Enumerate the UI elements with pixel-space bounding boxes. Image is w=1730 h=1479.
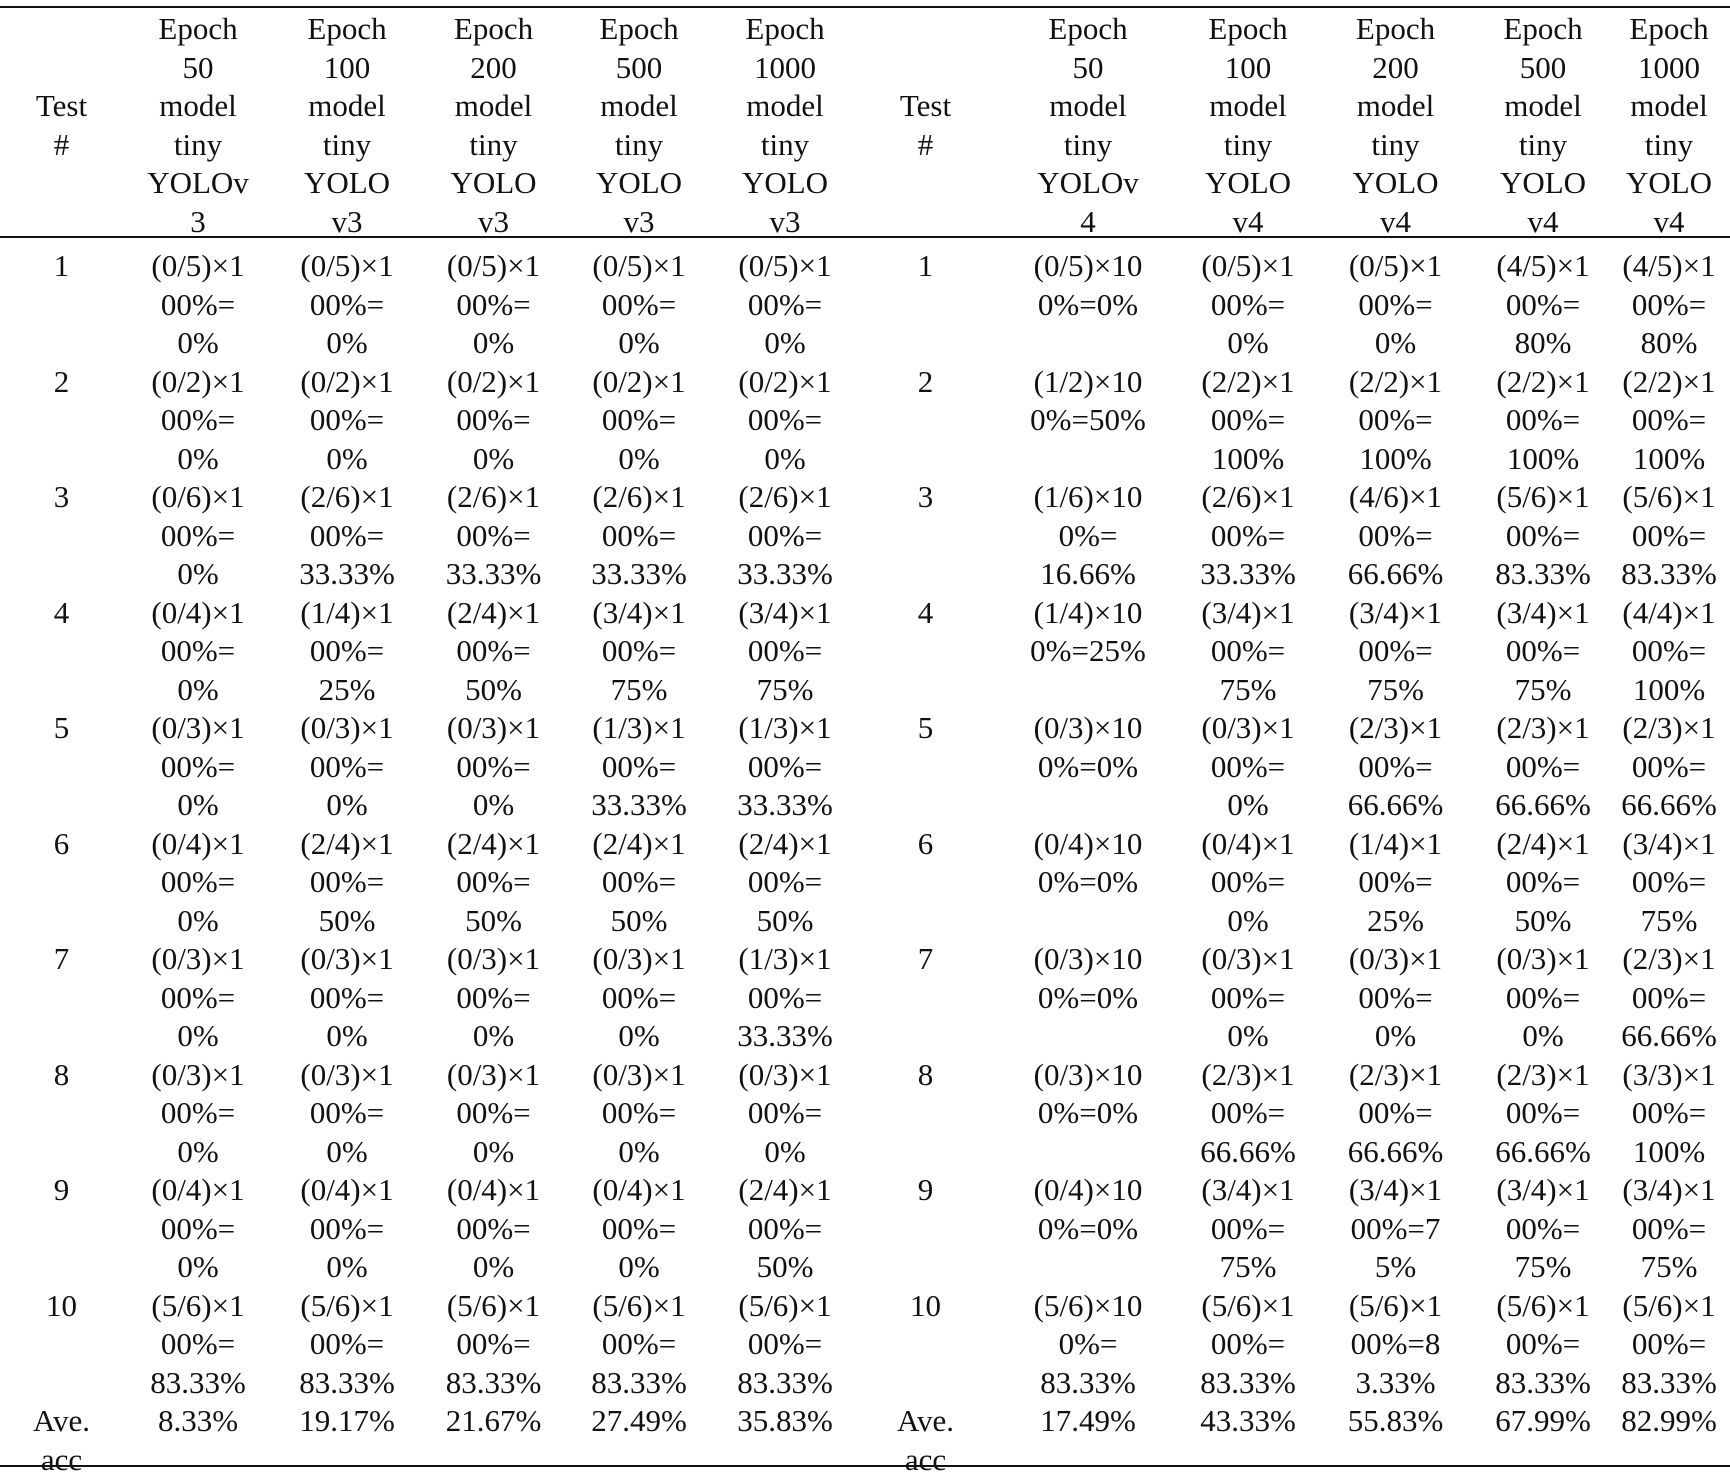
table-cell	[712, 1056, 858, 1172]
col-header-v3-epoch50: Epoch 50 model tiny YOLOv 3	[147, 11, 249, 239]
cell-text: (2/6)×1 00%= 33.33%	[737, 479, 833, 591]
cell-text: (0/3)×1 00%= 0%	[592, 1056, 686, 1169]
cell-text: (5/6)×1 00%= 83.33%	[150, 1287, 246, 1400]
table-cell	[1183, 1171, 1313, 1287]
table-cell	[993, 241, 1183, 363]
cell-text: (0/2)×1 00%= 0%	[592, 363, 686, 476]
table-body	[0, 241, 1730, 1479]
table-cell	[273, 478, 421, 594]
table-cell	[273, 594, 421, 710]
table-cell	[1183, 241, 1313, 363]
table-cell	[1478, 1056, 1608, 1172]
cell-text: (0/5)×10 0%=0%	[1033, 248, 1143, 322]
table-cell	[993, 825, 1183, 941]
table-cell	[0, 709, 123, 825]
cell-text: (2/4)×1 00%= 50%	[738, 1172, 832, 1284]
col-header-test-right: Test #	[899, 88, 952, 162]
cell-text: 3	[53, 479, 70, 514]
table-cell	[993, 363, 1183, 479]
cell-text: 4	[917, 594, 934, 630]
table-cell	[1183, 478, 1313, 594]
table-cell	[858, 1056, 993, 1172]
table-cell	[0, 1287, 123, 1403]
cell-text: (0/4)×1 00%= 0%	[300, 1172, 394, 1284]
table-cell	[858, 241, 993, 363]
table-cell	[273, 1171, 421, 1287]
table-cell	[1478, 709, 1608, 825]
table-cell	[993, 1171, 1183, 1287]
cell-text: (4/5)×1 00%= 80%	[1622, 248, 1716, 360]
table-cell	[1608, 1171, 1730, 1287]
cell-text: (5/6)×10 0%= 83.33%	[1033, 1287, 1143, 1400]
col-header-v3-epoch100: Epoch 100 model tiny YOLO v3	[303, 11, 391, 239]
table-cell	[421, 825, 566, 941]
cell-text: (5/6)×1 00%= 83.33%	[1495, 1287, 1591, 1400]
table-cell	[712, 478, 858, 594]
table-cell	[273, 1056, 421, 1172]
table-cell	[993, 594, 1183, 710]
table-cell	[858, 1287, 993, 1403]
table-cell	[858, 478, 993, 594]
cell-text: (5/6)×1 00%= 83.33%	[299, 1287, 395, 1400]
table-cell	[273, 241, 421, 363]
cell-text: 55.83%	[1347, 1403, 1444, 1438]
table-cell	[273, 1402, 421, 1479]
cell-text: Ave. acc	[896, 1403, 955, 1477]
table-cell	[1608, 594, 1730, 710]
table-cell	[566, 594, 712, 710]
table-row	[0, 1171, 1730, 1287]
cell-text: (3/4)×1 00%= 75%	[1622, 825, 1716, 938]
cell-text: (0/4)×1 00%= 0%	[151, 594, 245, 707]
cell-text: (0/5)×1 00%= 0%	[300, 248, 394, 360]
cell-text: (2/4)×1 00%= 50%	[446, 594, 541, 707]
table-cell	[566, 709, 712, 825]
average-accuracy-row	[0, 1402, 1730, 1479]
table-row	[0, 1287, 1730, 1403]
cell-text: (0/3)×1 00%= 0%	[1348, 941, 1443, 1053]
table-cell	[993, 1402, 1183, 1479]
cell-text: (0/4)×1 00%= 0%	[1201, 825, 1295, 938]
table-cell	[1478, 1287, 1608, 1403]
cell-text: (2/4)×1 00%= 50%	[446, 825, 541, 938]
table-cell	[273, 1287, 421, 1403]
cell-text: 6	[917, 825, 934, 861]
table-cell	[858, 363, 993, 479]
cell-text: (5/6)×1 00%= 83.33%	[1200, 1287, 1296, 1400]
table-cell	[1313, 1056, 1478, 1172]
cell-text: 8	[917, 1056, 934, 1092]
cell-text: 1	[917, 248, 934, 283]
table-cell	[273, 825, 421, 941]
cell-text: 17.49%	[1040, 1403, 1136, 1438]
table-cell	[858, 940, 993, 1056]
table-cell	[0, 1056, 123, 1172]
table-cell	[1313, 1171, 1478, 1287]
cell-text: (0/4)×1 00%= 0%	[151, 825, 245, 938]
col-header-test-left: Test #	[35, 88, 88, 162]
table-cell	[0, 363, 123, 479]
table-cell	[421, 241, 566, 363]
cell-text: 10	[910, 1287, 941, 1323]
table-cell	[0, 478, 123, 594]
col-header-v4-epoch100: Epoch 100 model tiny YOLO v4	[1204, 11, 1292, 239]
cell-text: (5/6)×1 00%=8 3.33%	[1348, 1287, 1443, 1400]
cell-text: (0/5)×1 00%= 0%	[592, 248, 686, 360]
table-row	[0, 241, 1730, 363]
table-cell	[712, 709, 858, 825]
table-cell	[712, 940, 858, 1056]
table-cell	[1313, 825, 1478, 941]
cell-text: (0/5)×1 00%= 0%	[446, 248, 541, 360]
cell-text: 19.17%	[299, 1403, 395, 1438]
table-cell	[566, 1171, 712, 1287]
col-header-v3-epoch200: Epoch 200 model tiny YOLO v3	[450, 11, 537, 239]
table-cell	[123, 363, 273, 479]
table-cell	[421, 478, 566, 594]
table-cell	[123, 478, 273, 594]
table-cell	[1478, 940, 1608, 1056]
table-cell	[1183, 1402, 1313, 1479]
table-cell	[566, 1056, 712, 1172]
cell-text: Ave. acc	[32, 1403, 91, 1477]
table-cell	[123, 940, 273, 1056]
table-cell	[566, 241, 712, 363]
table-cell	[1183, 594, 1313, 710]
table-cell	[1183, 1056, 1313, 1172]
cell-text: (2/4)×1 00%= 50%	[1496, 825, 1590, 938]
table-cell	[1313, 709, 1478, 825]
table-cell	[1478, 1402, 1608, 1479]
table-cell	[421, 709, 566, 825]
table-cell	[0, 825, 123, 941]
cell-text: (5/6)×1 00%= 83.33%	[445, 1287, 542, 1400]
table-cell	[566, 940, 712, 1056]
cell-text: (0/5)×1 00%= 0%	[1201, 248, 1295, 360]
table-cell	[1313, 241, 1478, 363]
cell-text: 27.49%	[591, 1403, 687, 1438]
table-cell	[0, 594, 123, 710]
table-cell	[123, 825, 273, 941]
cell-text: 5	[917, 710, 934, 745]
cell-text: (0/3)×10 0%=0%	[1033, 1056, 1143, 1130]
cell-text: 2	[53, 363, 70, 399]
cell-text: (0/4)×1 00%= 0%	[446, 1172, 541, 1284]
table-cell	[993, 709, 1183, 825]
cell-text: (5/6)×1 00%= 83.33%	[1621, 1287, 1717, 1400]
cell-text: (1/3)×1 00%= 33.33%	[737, 941, 833, 1053]
cell-text: (3/4)×1 00%= 75%	[1201, 1172, 1295, 1284]
cell-text: (0/2)×1 00%= 0%	[738, 363, 832, 476]
cell-text: 4	[53, 594, 70, 630]
table-cell	[123, 709, 273, 825]
cell-text: 8	[53, 1056, 70, 1092]
cell-text: (3/4)×1 00%= 75%	[738, 594, 832, 707]
cell-text: (0/4)×10 0%=0%	[1033, 825, 1143, 899]
cell-text: (0/3)×10 0%=0%	[1033, 710, 1143, 784]
col-header-v3-epoch500: Epoch 500 model tiny YOLO v3	[595, 11, 683, 239]
cell-text: (4/6)×1 00%= 66.66%	[1347, 479, 1444, 591]
table-cell	[1313, 478, 1478, 594]
cell-text: (3/4)×1 00%= 75%	[592, 594, 686, 707]
table-cell	[1608, 825, 1730, 941]
table-cell	[1608, 709, 1730, 825]
table-cell	[0, 241, 123, 363]
cell-text: 43.33%	[1200, 1403, 1296, 1438]
cell-text: 67.99%	[1495, 1403, 1591, 1438]
table-cell	[421, 1402, 566, 1479]
table-cell	[1478, 594, 1608, 710]
table-row	[0, 363, 1730, 479]
table-cell	[566, 1287, 712, 1403]
table-cell	[566, 1402, 712, 1479]
table-cell	[1313, 1287, 1478, 1403]
table-cell	[1478, 825, 1608, 941]
table-cell	[0, 1402, 123, 1479]
cell-text: (0/2)×1 00%= 0%	[151, 363, 245, 476]
cell-text: (2/2)×1 00%= 100%	[1348, 363, 1443, 476]
table-row	[0, 940, 1730, 1056]
table-cell	[1183, 1287, 1313, 1403]
cell-text: (2/2)×1 00%= 100%	[1622, 363, 1716, 476]
table-cell	[712, 1287, 858, 1403]
cell-text: 7	[53, 941, 70, 976]
cell-text: (2/6)×1 00%= 33.33%	[591, 479, 687, 591]
table-cell	[0, 940, 123, 1056]
cell-text: 8.33%	[157, 1403, 239, 1438]
table-cell	[712, 594, 858, 710]
cell-text: 6	[53, 825, 70, 861]
table-cell	[993, 1287, 1183, 1403]
cell-text: (2/3)×1 00%= 66.66%	[1200, 1056, 1296, 1169]
table-cell	[712, 825, 858, 941]
table-cell	[421, 940, 566, 1056]
cell-text: (5/6)×1 00%= 83.33%	[1621, 479, 1717, 591]
cell-text: 1	[53, 248, 70, 283]
cell-text: (1/4)×1 00%= 25%	[1348, 825, 1443, 938]
cell-text: (3/4)×1 00%= 75%	[1496, 594, 1590, 707]
cell-text: (4/5)×1 00%= 80%	[1496, 248, 1590, 360]
cell-text: (3/4)×1 00%= 75%	[1201, 594, 1295, 707]
table-cell	[1608, 363, 1730, 479]
header-row	[0, 8, 1730, 241]
table-cell	[421, 1171, 566, 1287]
cell-text: (0/3)×1 00%= 0%	[738, 1056, 832, 1169]
table-cell	[1608, 940, 1730, 1056]
cell-text: (0/5)×1 00%= 0%	[738, 248, 832, 360]
table-cell	[123, 241, 273, 363]
cell-text: 2	[917, 363, 934, 399]
cell-text: (1/3)×1 00%= 33.33%	[737, 710, 833, 822]
cell-text: (1/2)×10 0%=50%	[1030, 363, 1146, 437]
table-cell	[858, 594, 993, 710]
cell-text: (0/5)×1 00%= 0%	[1348, 248, 1443, 360]
cell-text: (1/3)×1 00%= 33.33%	[591, 710, 687, 822]
cell-text: (0/5)×1 00%= 0%	[151, 248, 245, 360]
cell-text: (3/3)×1 00%= 100%	[1622, 1056, 1716, 1169]
cell-text: 7	[917, 941, 934, 976]
cell-text: (0/4)×10 0%=0%	[1033, 1172, 1143, 1246]
table-cell	[1478, 241, 1608, 363]
cell-text: (2/3)×1 00%= 66.66%	[1347, 1056, 1444, 1169]
cell-text: (1/4)×1 00%= 25%	[300, 594, 394, 707]
cell-text: (2/3)×1 00%= 66.66%	[1495, 1056, 1591, 1169]
table-cell	[123, 1171, 273, 1287]
table-cell	[1183, 940, 1313, 1056]
table-cell	[123, 1056, 273, 1172]
cell-text: (1/6)×10 0%= 16.66%	[1033, 479, 1143, 591]
cell-text: (3/4)×1 00%= 75%	[1622, 1172, 1716, 1284]
table-cell	[1608, 478, 1730, 594]
table-cell	[858, 1402, 993, 1479]
cell-text: 35.83%	[737, 1403, 833, 1438]
table-cell	[1608, 1287, 1730, 1403]
col-header-v4-epoch50: Epoch 50 model tiny YOLOv 4	[1037, 11, 1139, 239]
table-cell	[273, 363, 421, 479]
cell-text: (0/4)×1 00%= 0%	[151, 1172, 245, 1284]
cell-text: (5/6)×1 00%= 83.33%	[1495, 479, 1591, 591]
cell-text: (0/4)×1 00%= 0%	[592, 1172, 686, 1284]
table-cell	[1608, 1402, 1730, 1479]
table-cell	[273, 940, 421, 1056]
table-cell	[1313, 940, 1478, 1056]
table-cell	[123, 1287, 273, 1403]
cell-text: (0/3)×1 00%= 0%	[151, 941, 245, 1053]
cell-text: (1/4)×10 0%=25%	[1030, 594, 1146, 668]
cell-text: (2/6)×1 00%= 33.33%	[1200, 479, 1296, 591]
table-cell	[123, 1402, 273, 1479]
table-cell	[993, 1056, 1183, 1172]
cell-text: (2/4)×1 00%= 50%	[592, 825, 686, 938]
cell-text: (2/6)×1 00%= 33.33%	[445, 479, 542, 591]
table-cell	[1608, 1056, 1730, 1172]
cell-text: (5/6)×1 00%= 83.33%	[737, 1287, 833, 1400]
cell-text: (0/3)×1 00%= 0%	[300, 710, 394, 822]
table-cell	[123, 594, 273, 710]
table-cell	[712, 241, 858, 363]
table-cell	[858, 825, 993, 941]
cell-text: (0/3)×1 00%= 0%	[592, 941, 686, 1053]
table-cell	[566, 478, 712, 594]
cell-text: (0/3)×1 00%= 0%	[1496, 941, 1590, 1053]
table-cell	[421, 1287, 566, 1403]
table-cell	[566, 825, 712, 941]
table-cell	[1478, 1171, 1608, 1287]
cell-text: 9	[917, 1172, 934, 1207]
cell-text: (0/3)×1 00%= 0%	[300, 941, 394, 1053]
table-cell	[712, 1171, 858, 1287]
table-cell	[1183, 363, 1313, 479]
cell-text: (5/6)×1 00%= 83.33%	[591, 1287, 687, 1400]
table-row	[0, 825, 1730, 941]
table-cell	[1183, 709, 1313, 825]
cell-text: (0/3)×1 00%= 0%	[1201, 941, 1295, 1053]
cell-text: (2/4)×1 00%= 50%	[738, 825, 832, 938]
table-cell	[1313, 363, 1478, 479]
cell-text: (3/4)×1 00%=7 5%	[1348, 1172, 1443, 1284]
col-header-v3-epoch1000: Epoch 1000 model tiny YOLO v3	[741, 11, 829, 239]
col-header-v4-epoch200: Epoch 200 model tiny YOLO v4	[1352, 11, 1439, 239]
cell-text: (0/3)×1 00%= 0%	[446, 941, 541, 1053]
table-cell	[1313, 1402, 1478, 1479]
table-cell	[273, 709, 421, 825]
cell-text: (2/3)×1 00%= 66.66%	[1621, 710, 1717, 822]
cell-text: (0/2)×1 00%= 0%	[446, 363, 541, 476]
cell-text: (2/3)×1 00%= 66.66%	[1495, 710, 1591, 822]
table-cell	[1478, 478, 1608, 594]
table-cell	[1478, 363, 1608, 479]
table-row	[0, 709, 1730, 825]
cell-text: (0/3)×1 00%= 0%	[300, 1056, 394, 1169]
table-cell	[421, 363, 566, 479]
table-cell	[566, 363, 712, 479]
table-row	[0, 478, 1730, 594]
cell-text: (0/6)×1 00%= 0%	[151, 479, 245, 591]
cell-text: (2/2)×1 00%= 100%	[1496, 363, 1590, 476]
table-cell	[421, 594, 566, 710]
cell-text: (3/4)×1 00%= 75%	[1496, 1172, 1590, 1284]
table-row	[0, 594, 1730, 710]
cell-text: (0/3)×1 00%= 0%	[446, 1056, 541, 1169]
table-cell	[421, 1056, 566, 1172]
col-header-v4-epoch1000: Epoch 1000 model tiny YOLO v4	[1625, 11, 1713, 239]
accuracy-table	[0, 8, 1730, 1479]
cell-text: (2/2)×1 00%= 100%	[1201, 363, 1295, 476]
cell-text: 82.99%	[1621, 1403, 1717, 1438]
cell-text: (0/3)×1 00%= 0%	[1201, 710, 1295, 822]
cell-text: (0/3)×10 0%=0%	[1033, 941, 1143, 1015]
cell-text: (2/3)×1 00%= 66.66%	[1347, 710, 1444, 822]
cell-text: (0/3)×1 00%= 0%	[151, 1056, 245, 1169]
cell-text: 3	[917, 479, 934, 514]
cell-text: (0/3)×1 00%= 0%	[446, 710, 541, 822]
table-cell	[858, 1171, 993, 1287]
table-cell	[993, 478, 1183, 594]
cell-text: (2/6)×1 00%= 33.33%	[299, 479, 395, 591]
table-cell	[858, 709, 993, 825]
table-cell	[1183, 825, 1313, 941]
cell-text: (2/4)×1 00%= 50%	[300, 825, 394, 938]
cell-text: 21.67%	[445, 1403, 542, 1438]
cell-text: (4/4)×1 00%= 100%	[1622, 594, 1716, 707]
table-cell	[1608, 241, 1730, 363]
cell-text: 9	[53, 1172, 70, 1207]
table-cell	[712, 363, 858, 479]
table-cell	[712, 1402, 858, 1479]
table-cell	[1313, 594, 1478, 710]
table-cell	[993, 940, 1183, 1056]
cell-text: (2/3)×1 00%= 66.66%	[1621, 941, 1717, 1053]
cell-text: (0/3)×1 00%= 0%	[151, 710, 245, 822]
cell-text: 10	[46, 1287, 77, 1323]
table-row	[0, 1056, 1730, 1172]
cell-text: (0/2)×1 00%= 0%	[300, 363, 394, 476]
cell-text: (3/4)×1 00%= 75%	[1348, 594, 1443, 707]
table-cell	[0, 1171, 123, 1287]
cell-text: 5	[53, 710, 70, 745]
col-header-v4-epoch500: Epoch 500 model tiny YOLO v4	[1499, 11, 1587, 239]
